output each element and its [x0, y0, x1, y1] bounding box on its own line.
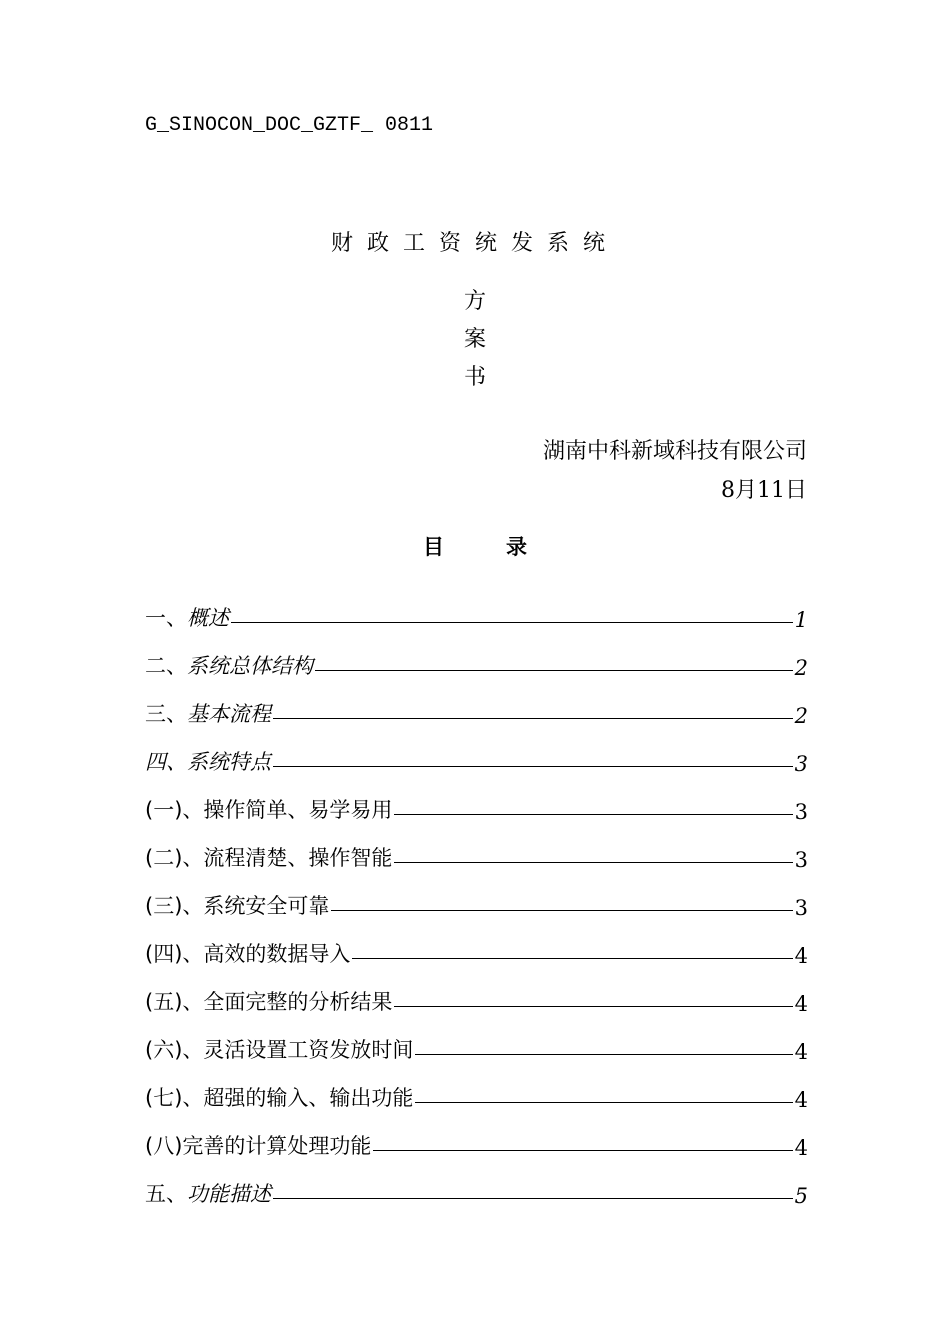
toc-entry[interactable]: [145, 872, 808, 920]
toc-entry[interactable]: [145, 920, 808, 968]
toc-entry-label: [145, 1082, 413, 1112]
toc-entry-label: [145, 842, 392, 872]
toc-entry-label: [145, 1130, 371, 1160]
toc-entry-text: (七)、超强的输入、输出功能: [145, 1086, 414, 1110]
toc-entry-text: (四)、高效的数据导入: [145, 942, 351, 966]
toc-page-number: 1: [794, 608, 808, 632]
toc-entry-text: (一)、操作简单、易学易用: [145, 798, 393, 822]
toc-leader-line: [373, 1150, 792, 1151]
toc-entry[interactable]: [145, 1064, 808, 1112]
toc-page-number: 3: [794, 800, 808, 824]
toc-entry-text: (八)完善的计算处理功能: [145, 1134, 372, 1158]
toc-entry-text: 系统总体结构: [187, 654, 313, 678]
toc-leader-line: [394, 1006, 792, 1007]
toc-page-number: 4: [794, 1088, 808, 1112]
toc-leader-line: [394, 814, 792, 815]
toc-entry-text: (二)、流程清楚、操作智能: [145, 846, 393, 870]
toc-entry-number: 二、: [145, 654, 187, 678]
toc-leader-line: [352, 958, 792, 959]
toc-page-number: 4: [794, 944, 808, 968]
toc-entry-text: 概述: [187, 606, 229, 630]
document-date: 8月11日: [721, 478, 807, 503]
subtitle-char: 案: [463, 327, 486, 352]
toc-entry-label: [145, 746, 271, 776]
toc-entry-text: 四、系统特点: [145, 750, 271, 774]
toc-entry-number: 三、: [145, 702, 187, 726]
toc-page-number: 2: [794, 656, 808, 680]
toc-page-number: 4: [794, 992, 808, 1016]
toc-heading: 目录: [423, 535, 589, 559]
toc-entry-label: [145, 986, 392, 1016]
company-name: 湖南中科新域科技有限公司: [542, 439, 807, 464]
toc-leader-line: [331, 910, 792, 911]
table-of-contents: [145, 584, 808, 1208]
toc-entry[interactable]: [145, 728, 808, 776]
toc-page-number: 5: [794, 1184, 808, 1208]
subtitle-char: 书: [463, 365, 486, 390]
toc-entry[interactable]: [145, 824, 808, 872]
document-title: 财政工资统发系统: [330, 231, 619, 256]
toc-entry-number: 五、: [145, 1182, 187, 1206]
toc-entry[interactable]: [145, 1016, 808, 1064]
toc-entry-text: (三)、系统安全可靠: [145, 894, 330, 918]
toc-page-number: 3: [794, 896, 808, 920]
toc-entry-text: 功能描述: [187, 1182, 271, 1206]
toc-entry-label: [145, 890, 329, 920]
document-subtitle: [0, 283, 950, 397]
toc-leader-line: [415, 1054, 792, 1055]
toc-leader-line: [415, 1102, 792, 1103]
toc-entry-label: [145, 938, 350, 968]
toc-entry-label: [145, 602, 229, 632]
toc-leader-line: [394, 862, 792, 863]
toc-leader-line: [231, 622, 793, 623]
toc-leader-line: [315, 670, 793, 671]
toc-entry-label: [145, 650, 313, 680]
toc-entry-text: (六)、灵活设置工资发放时间: [145, 1038, 414, 1062]
toc-entry[interactable]: [145, 1112, 808, 1160]
subtitle-char: 方: [463, 289, 486, 314]
toc-entry[interactable]: [145, 632, 808, 680]
toc-entry-text: 基本流程: [187, 702, 271, 726]
toc-page-number: 3: [794, 848, 808, 872]
toc-entry[interactable]: [145, 776, 808, 824]
toc-entry[interactable]: [145, 1160, 808, 1208]
toc-entry[interactable]: [145, 968, 808, 1016]
toc-entry-label: [145, 794, 392, 824]
toc-entry-number: 一、: [145, 606, 187, 630]
toc-entry-text: (五)、全面完整的分析结果: [145, 990, 393, 1014]
toc-leader-line: [273, 1198, 793, 1199]
toc-page-number: 4: [794, 1136, 808, 1160]
toc-entry[interactable]: [145, 680, 808, 728]
toc-entry-label: [145, 1178, 271, 1208]
toc-entry-label: [145, 1034, 413, 1064]
document-code: G_SINOCON_DOC_GZTF_ 0811: [145, 114, 434, 137]
toc-entry[interactable]: [145, 584, 808, 632]
toc-page-number: 2: [794, 704, 808, 728]
toc-leader-line: [273, 718, 793, 719]
toc-leader-line: [273, 766, 793, 767]
toc-page-number: 3: [794, 752, 808, 776]
toc-page-number: 4: [794, 1040, 808, 1064]
toc-entry-label: [145, 698, 271, 728]
